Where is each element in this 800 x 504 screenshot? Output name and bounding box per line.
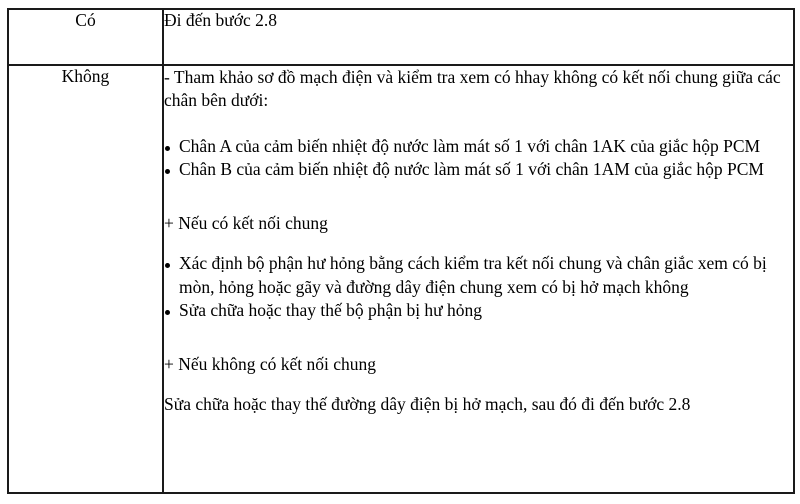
action-cell-no [163, 65, 794, 493]
spacer [164, 323, 793, 353]
table-row-no [8, 65, 794, 493]
list-item [164, 135, 793, 158]
condition-label-yes: Có [75, 10, 96, 30]
spacer [164, 113, 793, 135]
troubleshooting-table [7, 8, 795, 494]
list-item-text: Sửa chữa hoặc thay thế bộ phận bị hư hỏng [179, 300, 483, 321]
pin-bullet-list [164, 135, 793, 182]
spacer [164, 376, 793, 393]
action-cell-yes [163, 9, 794, 65]
condition-label-no: Không [61, 66, 110, 86]
case-no-action: Sửa chữa hoặc thay thế đường dây điện bị hở mạch, sau đó đi đến bước 2.8 [164, 393, 691, 414]
action-text-yes: Đi đến bước 2.8 [164, 10, 278, 30]
bullet-dot-icon [165, 146, 170, 151]
case-no-heading: + Nếu không có kết nối chung [164, 353, 377, 374]
intro-paragraph: - Tham khảo sơ đồ mạch điện và kiểm tra xem có hhay không có kết nối chung giữa các chân bên dưới: [164, 67, 781, 111]
case-yes-bullet-list [164, 252, 793, 322]
bullet-dot-icon [165, 169, 170, 174]
bullet-dot-icon [165, 263, 170, 268]
spacer [164, 235, 793, 252]
list-item-text: Chân B của cảm biến nhiệt độ nước làm mát số 1 với chân 1AM của giắc hộp PCM [179, 159, 764, 180]
list-item [164, 252, 793, 299]
list-item-text: Chân A của cảm biến nhiệt độ nước làm mát số 1 với chân 1AK của giắc hộp PCM [179, 135, 761, 156]
case-yes-heading: + Nếu có kết nối chung [164, 212, 328, 233]
condition-cell-yes [8, 9, 163, 65]
spacer [164, 182, 793, 212]
list-item-text: Xác định bộ phận hư hỏng bằng cách kiểm tra kết nối chung và chân giắc xem có bị mòn, hỏng hoặc gãy và đường dây điện chung xem có bị hở mạch không [179, 253, 767, 297]
condition-cell-no [8, 65, 163, 493]
table-row-yes [8, 9, 794, 65]
list-item [164, 158, 793, 181]
bullet-dot-icon [165, 310, 170, 315]
list-item [164, 299, 793, 322]
